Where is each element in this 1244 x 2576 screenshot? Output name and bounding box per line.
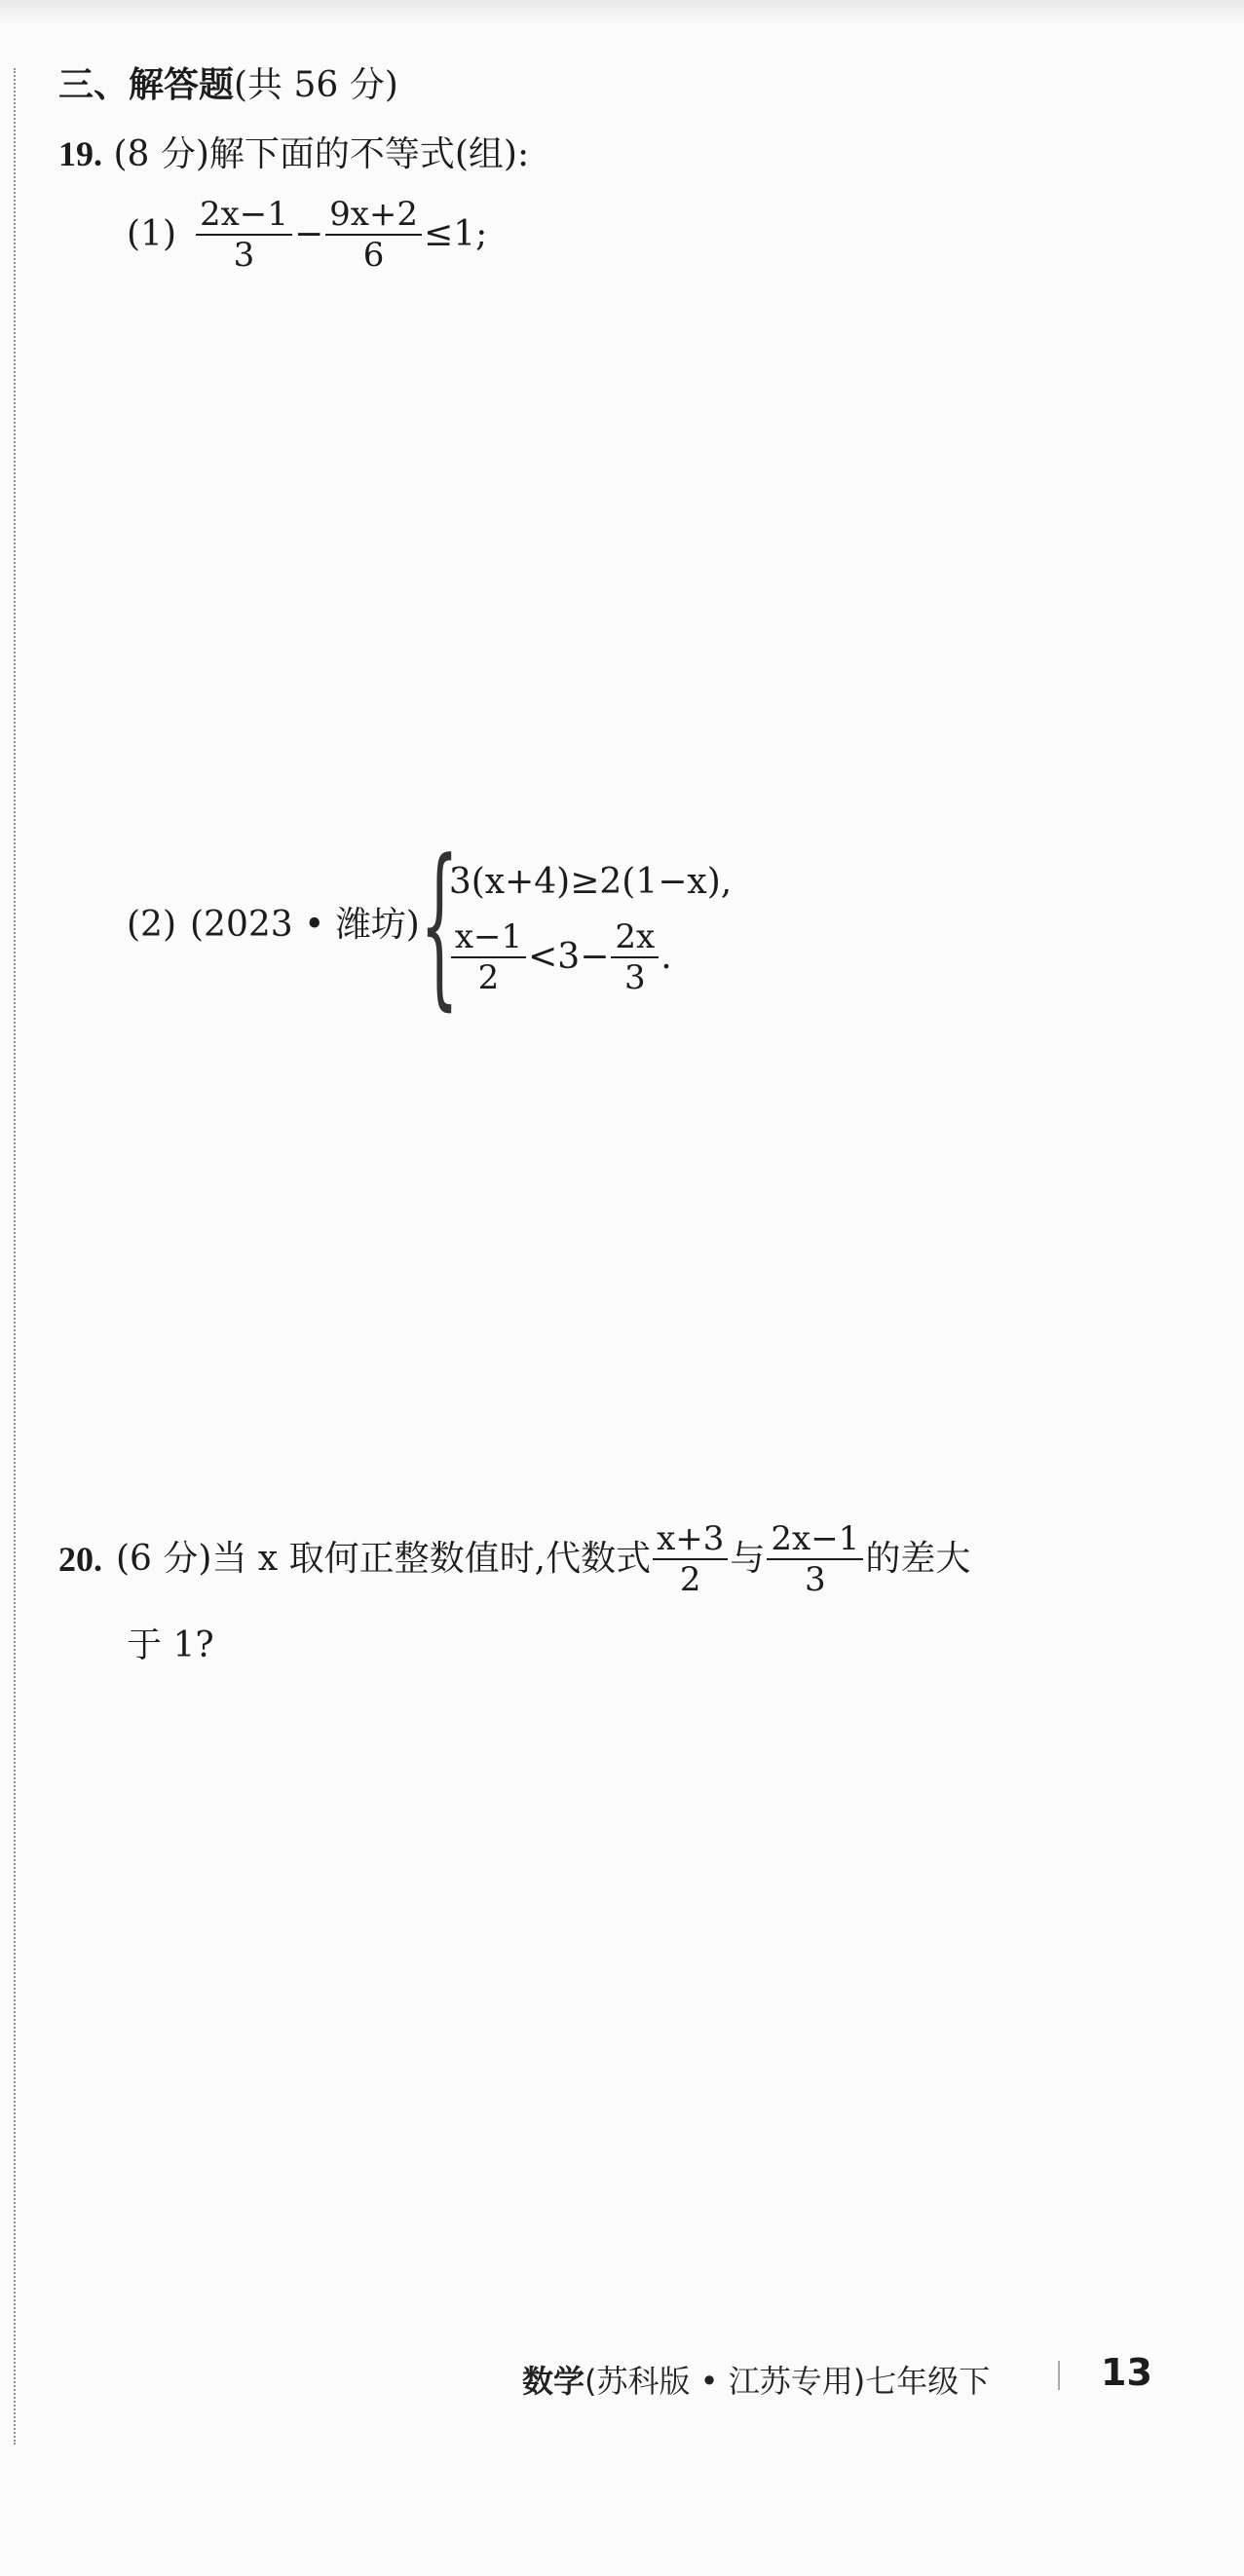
numerator: 2x (615, 917, 656, 956)
left-brace: { (419, 823, 459, 1027)
numerator: 9x+2 (329, 195, 419, 234)
numerator: 2x−1 (200, 195, 288, 234)
numerator: 2x−1 (771, 1519, 860, 1558)
numerator: x+3 (657, 1519, 725, 1558)
fraction (653, 1519, 728, 1599)
denominator: 6 (325, 234, 422, 275)
denominator: 2 (451, 956, 526, 997)
question-19-part-2 (127, 823, 733, 1027)
question-20-line-1 (58, 1519, 970, 1599)
source-tag: (2023 • 潍坊) (190, 905, 420, 945)
fraction (325, 195, 422, 275)
fraction (767, 1519, 863, 1599)
system-line-1: 3(x+4)≥2(1−x), (448, 862, 733, 902)
section-heading (58, 64, 398, 107)
question-text-c: 的差大 (865, 1539, 971, 1579)
question-19-header (58, 132, 529, 176)
footer-separator (1058, 2361, 1060, 2390)
part-label: (2) (127, 905, 176, 945)
part-label: (1) (127, 214, 176, 254)
question-number: 20. (58, 1540, 102, 1579)
system-line-2-middle: <3− (528, 937, 610, 977)
denominator: 3 (196, 234, 292, 275)
numerator: x−1 (454, 917, 523, 956)
inequality-tail: ≤1; (424, 214, 488, 254)
page-number: 13 (1101, 2351, 1152, 2394)
question-19-part-1 (127, 195, 487, 275)
question-prompt: (8 分)解下面的不等式(组): (113, 134, 530, 174)
denominator: 3 (767, 1558, 863, 1599)
section-title: 三、解答题 (58, 65, 235, 105)
fraction (196, 195, 292, 275)
denominator: 3 (611, 956, 659, 997)
question-20-line-2: 于 1? (127, 1625, 214, 1665)
fraction (611, 917, 659, 997)
question-text-a: (6 分)当 x 取何正整数值时,代数式 (116, 1539, 652, 1579)
system-line-2-tail: . (660, 937, 672, 977)
question-number: 19. (58, 134, 102, 173)
footer-edition: (苏科版 • 江苏专用)七年级下 (584, 2363, 991, 2400)
minus-sign: − (293, 214, 324, 254)
denominator: 2 (653, 1558, 728, 1599)
binding-dotted-line (14, 68, 16, 2445)
page-top-edge (0, 0, 1244, 25)
page-footer (522, 2357, 990, 2402)
footer-subject: 数学 (522, 2363, 585, 2400)
section-points: (共 56 分) (234, 65, 398, 105)
question-text-b: 与 (730, 1539, 766, 1579)
fraction (451, 917, 526, 997)
